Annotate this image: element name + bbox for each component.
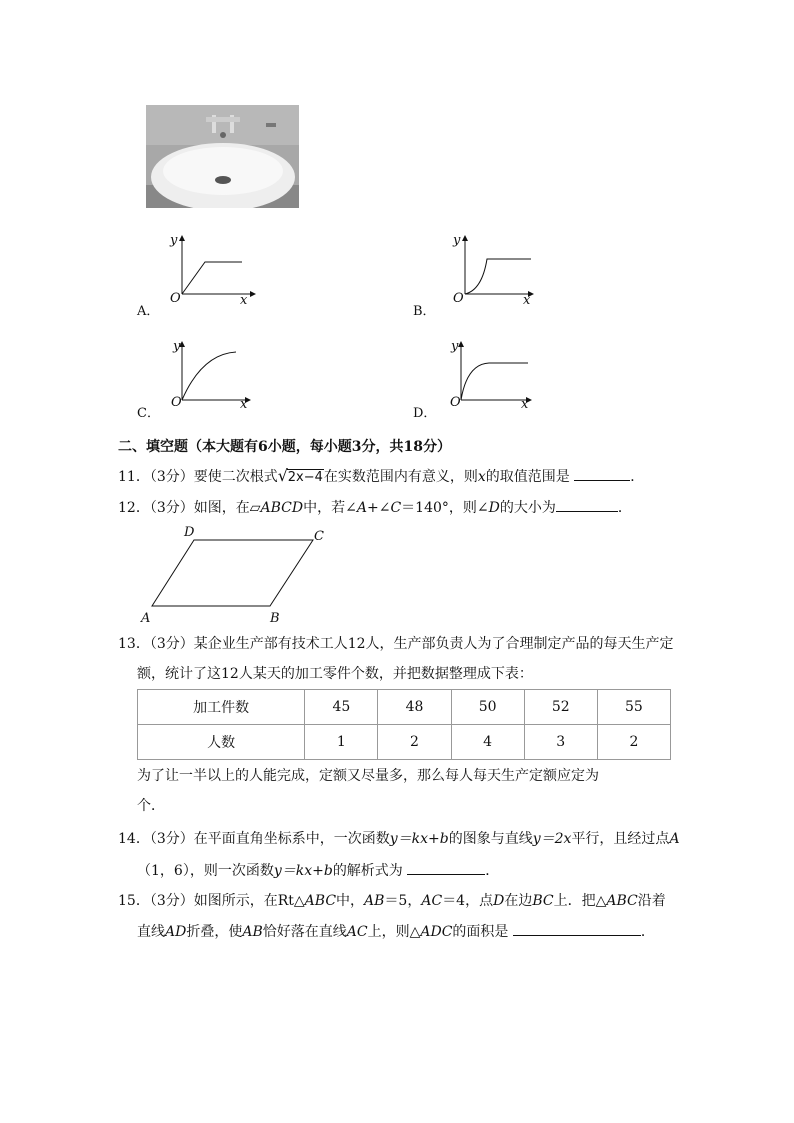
q15-text-2: 中，	[336, 893, 365, 909]
q12-number: 12．	[118, 500, 150, 516]
graph-a-y-label: y	[170, 233, 178, 248]
q15-end: ．	[640, 924, 655, 940]
q12-parallelogram: ▱ABCD	[249, 500, 304, 516]
q14-text-5: 的解析式为	[332, 863, 403, 879]
q15-side-ac: AC	[421, 893, 443, 909]
q15-triangle-2: ABC	[606, 893, 638, 909]
graph-b-origin-label: O	[453, 291, 464, 306]
q12-answer-blank[interactable]	[556, 497, 618, 512]
table-cell: 48	[378, 690, 451, 725]
q11-text-2: 在实数范围内有意义，则	[323, 469, 478, 485]
table-header-cell: 加工件数	[138, 690, 305, 725]
graph-d-origin-label: O	[450, 395, 461, 410]
table-header-cell: 人数	[138, 725, 305, 760]
q15-text-10: 恰好落在直线	[262, 924, 347, 940]
q15-side-ac-2: AC	[346, 924, 368, 940]
q12-score: （3分）	[149, 500, 194, 516]
q15-answer-blank[interactable]	[513, 921, 641, 936]
q11-text-3: 的取值范围是	[485, 469, 570, 485]
q12-text-5: 的大小为	[499, 500, 556, 516]
q14-function-1: y＝kx+b	[389, 831, 449, 847]
table-row	[138, 690, 671, 725]
q15-side-bc: BC	[532, 893, 554, 909]
q12-vertex-c: C	[314, 529, 324, 544]
q14-end: ．	[485, 863, 500, 879]
graph-b-x-label: x	[523, 293, 531, 307]
q11-score: （3分）	[149, 469, 194, 485]
graph-a	[160, 232, 260, 307]
q15-triangle: ABC	[304, 893, 337, 909]
table-cell: 1	[305, 725, 378, 760]
graph-c-y-label: y	[173, 339, 181, 354]
q12-text-2: 中，若∠	[303, 500, 357, 516]
question-12	[118, 497, 632, 518]
table-cell: 2	[597, 725, 670, 760]
q14-point-a: A	[669, 831, 680, 847]
q15-text-6: 上．把△	[553, 893, 607, 909]
graph-d-y-label: y	[451, 339, 459, 354]
graph-b	[445, 232, 545, 307]
table-cell: 45	[305, 690, 378, 725]
option-d-label: D．	[413, 406, 437, 421]
q15-text-4: ＝4，点	[442, 893, 494, 909]
table-cell: 3	[524, 725, 597, 760]
option-a-label: A．	[137, 304, 160, 319]
table-cell: 50	[451, 690, 524, 725]
q15-line-2	[137, 921, 655, 942]
q11-radical: √ 2x−4	[277, 466, 323, 485]
q12-vertex-b: B	[270, 611, 280, 626]
q12-vertex-a: A	[141, 611, 151, 626]
question-11	[118, 466, 644, 488]
table-row	[138, 725, 671, 760]
q14-function-3: y＝kx+b	[273, 863, 333, 879]
q13-line-1: 13．（3分）某企业生产部有技术工人12人，生产部负责人为了合理制定产品的每天生产定	[118, 636, 674, 652]
q12-parallelogram-figure	[136, 522, 336, 628]
q11-radicand: 2x−4	[287, 470, 323, 485]
q12-vertex-d: D	[184, 525, 195, 540]
q15-line-ad: AD	[165, 924, 187, 940]
q14-line-2	[137, 860, 499, 881]
q11-end: ．	[630, 469, 645, 485]
q13-data-table	[137, 689, 671, 760]
option-b-label: B．	[413, 304, 436, 319]
q12-end: ．	[617, 500, 632, 516]
q13-line-4: 个．	[137, 798, 165, 814]
q15-side-ab-2: AB	[242, 924, 263, 940]
table-cell: 55	[597, 690, 670, 725]
graph-a-origin-label: O	[170, 291, 181, 306]
q14-text-4: （1，6），则一次函数	[137, 863, 274, 879]
sink-photo	[146, 105, 299, 208]
graph-c-origin-label: O	[171, 395, 182, 410]
table-cell: 52	[524, 690, 597, 725]
q11-answer-blank[interactable]	[574, 466, 630, 481]
q14-text-3: 平行，且经过点	[571, 831, 670, 847]
q11-variable: x	[477, 469, 486, 485]
q14-line-1	[118, 829, 680, 849]
q13-line-3: 为了让一半以上的人能完成，定额又尽量多，那么每人每天生产定额应定为	[137, 768, 599, 784]
graph-a-x-label: x	[240, 293, 248, 307]
graph-d	[445, 338, 545, 413]
q15-side-ab: AB	[364, 893, 385, 909]
q13-line-2: 额，统计了这12人某天的加工零件个数，并把数据整理成下表：	[137, 666, 533, 682]
q14-text: 14．（3分）在平面直角坐标系中，一次函数	[118, 831, 390, 847]
q12-angle-a: A	[356, 500, 367, 516]
q12-angle-c: C	[390, 500, 402, 516]
q11-text: 要使二次根式	[193, 469, 278, 485]
q15-text: 15．（3分）如图所示，在Rt△	[118, 893, 305, 909]
graph-b-y-label: y	[453, 233, 461, 248]
q12-text: 如图，在	[193, 500, 250, 516]
q14-answer-blank[interactable]	[407, 860, 485, 875]
q12-text-3: +∠	[366, 500, 391, 516]
q15-line-1	[118, 891, 666, 911]
q15-point-d: D	[493, 893, 505, 909]
q14-text-2: 的图象与直线	[448, 831, 533, 847]
q15-text-5: 在边	[504, 893, 533, 909]
q15-text-8: 直线	[137, 924, 165, 940]
q15-text-11: 上，则△	[367, 924, 421, 940]
graph-c	[160, 338, 260, 413]
q14-function-2: y＝2x	[532, 831, 572, 847]
graph-d-x-label: x	[521, 397, 529, 412]
table-cell: 4	[451, 725, 524, 760]
q15-text-12: 的面积是	[452, 924, 509, 940]
q15-text-7: 沿着	[637, 893, 666, 909]
q15-text-9: 折叠，使	[186, 924, 243, 940]
q12-angle-d: D	[488, 500, 500, 516]
q15-text-3: ＝5，	[384, 893, 422, 909]
q12-text-4: ＝140°，则∠	[401, 500, 489, 516]
graph-c-x-label: x	[240, 397, 248, 412]
q11-number: 11．	[118, 469, 150, 485]
table-cell: 2	[378, 725, 451, 760]
q15-triangle-adc: ADC	[420, 924, 453, 940]
section-2-title: 二、填空题（本大题有6小题，每小题3分，共18分）	[118, 439, 451, 455]
option-c-label: C．	[137, 406, 160, 421]
